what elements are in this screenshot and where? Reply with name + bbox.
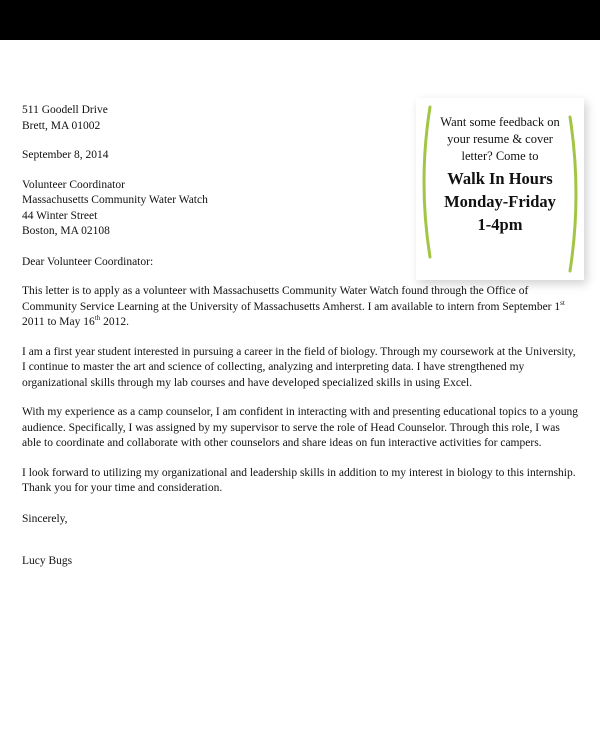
- ordinal-superscript: th: [94, 314, 101, 323]
- paragraph-1-text: This letter is to apply as a volunteer with Massachusetts Community Water Watch found through the Office of Community Service Learning at the University of Massachusetts Amherst. I am available to intern from September 1: [22, 285, 561, 313]
- recipient-line: Massachusetts Community Water Watch: [22, 194, 208, 206]
- closing: Sincerely,: [22, 512, 68, 525]
- walk-in-hours-callout: [416, 98, 584, 280]
- paragraph-1: [22, 284, 580, 331]
- right-parenthesis-icon: [568, 104, 584, 274]
- letter-page: [0, 40, 600, 570]
- letter-date: September 8, 2014: [22, 149, 109, 161]
- left-parenthesis-icon: [416, 104, 432, 274]
- salutation: Dear Volunteer Coordinator:: [22, 255, 154, 268]
- sender-address-line: Brett, MA 01002: [22, 119, 101, 132]
- paragraph-1-text: 2011 to May 16: [22, 316, 95, 328]
- ordinal-superscript: st: [560, 298, 565, 307]
- recipient-line: 44 Winter Street: [22, 209, 98, 222]
- callout-days: Monday-Friday: [444, 192, 556, 211]
- paragraph-2: I am a first year student interested in pursuing a career in the field of biology. Through my coursework at the University, I continue to master the art and science of collecting, analyzing and interpreting data. I have strengthened my organizational skills through my lab courses and have developed specialized skills in using Excel.: [22, 345, 576, 389]
- recipient-line: Volunteer Coordinator: [22, 178, 125, 191]
- recipient-line: Boston, MA 02108: [22, 225, 110, 237]
- paragraph-3: With my experience as a camp counselor, I am confident in interacting with and presenting educational topics to a young audience. Specifically, I was assigned by my supervisor to serve the role of Head Counselor. Through this role, I was able to coordinate and collaborate with other counselors and share ideas on fun interactive activities for campers.: [22, 406, 579, 449]
- sender-address-line: 511 Goodell Drive: [22, 104, 108, 116]
- signature-name: Lucy Bugs: [22, 555, 73, 567]
- paragraph-1-text: 2012.: [100, 316, 129, 328]
- top-black-bar: [0, 0, 600, 40]
- paragraph-4: I look forward to utilizing my organizational and leadership skills in addition to my interest in biology to this internship. Thank you for your time and consideration.: [22, 466, 576, 494]
- callout-text-block: [432, 104, 568, 274]
- callout-time: 1-4pm: [477, 215, 523, 234]
- callout-intro: Want some feedback on your resume & cover letter? Come to: [440, 115, 560, 163]
- callout-title: Walk In Hours: [447, 169, 553, 188]
